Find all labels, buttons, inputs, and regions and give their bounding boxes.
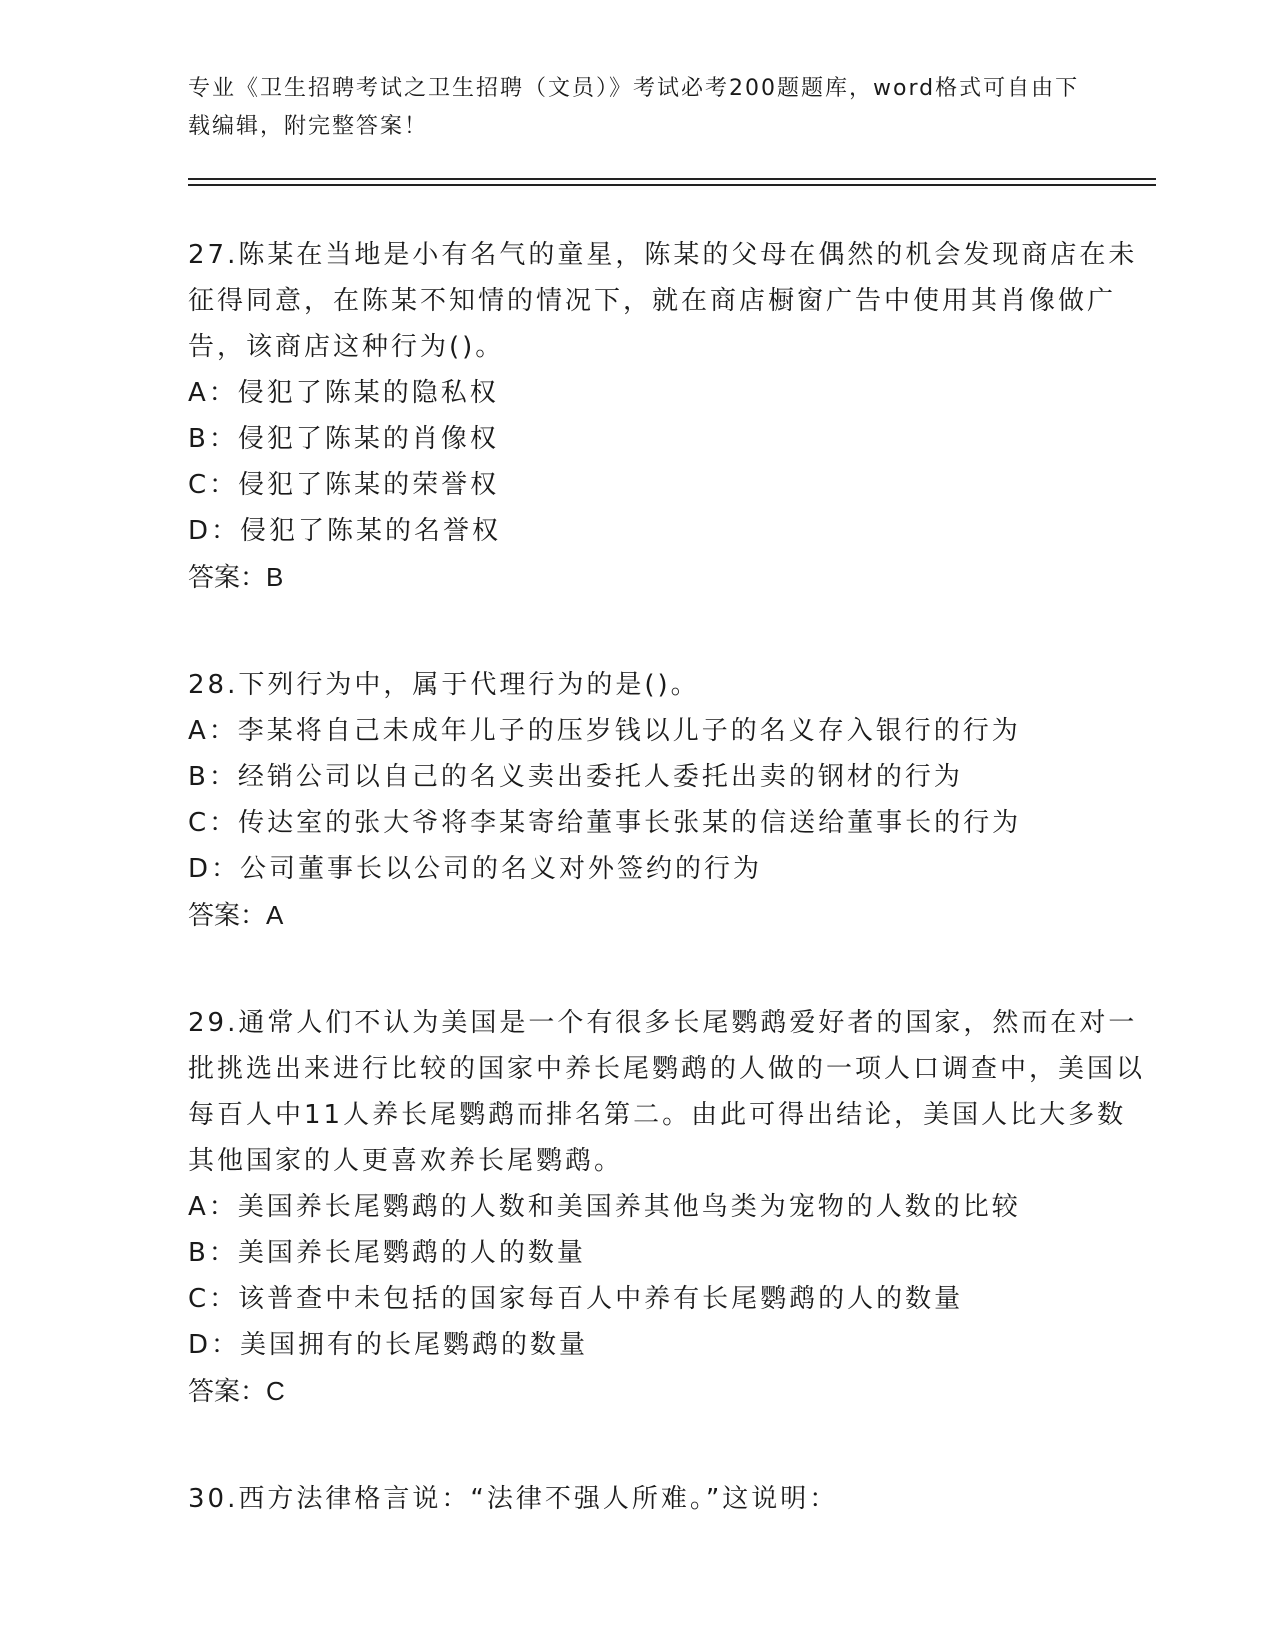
option-d: D：公司董事长以公司的名义对外签约的行为 — [188, 854, 763, 884]
option-c: C：传达室的张大爷将李某寄给董事长张某的信送给董事长的行为 — [188, 808, 1022, 838]
option-b: B：美国养长尾鹦鹉的人的数量 — [188, 1238, 586, 1268]
answer-key: 答案：B — [188, 562, 284, 592]
option-d: D：美国拥有的长尾鹦鹉的数量 — [188, 1330, 589, 1360]
option-b: B：侵犯了陈某的肖像权 — [188, 424, 499, 454]
question-28 — [188, 662, 1148, 938]
option-d: D：侵犯了陈某的名誉权 — [188, 516, 502, 546]
question-stem: 27.陈某在当地是小有名气的童星，陈某的父母在偶然的机会发现商店在未征得同意，在陈某不知情的情况下，就在商店橱窗广告中使用其肖像做广告，该商店这种行为()。 — [188, 240, 1138, 362]
option-c: C：该普查中未包括的国家每百人中养有长尾鹦鹉的人的数量 — [188, 1284, 964, 1314]
option-c: C：侵犯了陈某的荣誉权 — [188, 470, 500, 500]
answer-key: 答案：C — [188, 1376, 285, 1406]
document-intro: 专业《卫生招聘考试之卫生招聘（文员）》考试必考200题题库，word格式可自由下载编辑，附完整答案！ — [188, 76, 1080, 139]
question-29 — [188, 1000, 1148, 1414]
header-divider-bottom — [188, 184, 1156, 186]
option-a: A：侵犯了陈某的隐私权 — [188, 378, 499, 408]
answer-key: 答案：A — [188, 900, 284, 930]
header-divider-top — [188, 178, 1156, 180]
question-stem: 28.下列行为中，属于代理行为的是()。 — [188, 670, 700, 700]
question-list — [188, 232, 1148, 1584]
question-30 — [188, 1476, 1148, 1522]
question-27 — [188, 232, 1148, 600]
option-a: A：李某将自己未成年儿子的压岁钱以儿子的名义存入银行的行为 — [188, 716, 1021, 746]
question-stem: 29.通常人们不认为美国是一个有很多长尾鹦鹉爱好者的国家，然而在对一批挑选出来进行比较的国家中养长尾鹦鹉的人做的一项人口调查中，美国以每百人中11人养长尾鹦鹉而排名第二。由此可得出结论，美国人比大多数其他国家的人更喜欢养长尾鹦鹉。 — [188, 1008, 1146, 1176]
option-b: B：经销公司以自己的名义卖出委托人委托出卖的钢材的行为 — [188, 762, 963, 792]
question-stem: 30.西方法律格言说：“法律不强人所难。”这说明： — [188, 1484, 839, 1514]
option-a: A：美国养长尾鹦鹉的人数和美国养其他鸟类为宠物的人数的比较 — [188, 1192, 1021, 1222]
